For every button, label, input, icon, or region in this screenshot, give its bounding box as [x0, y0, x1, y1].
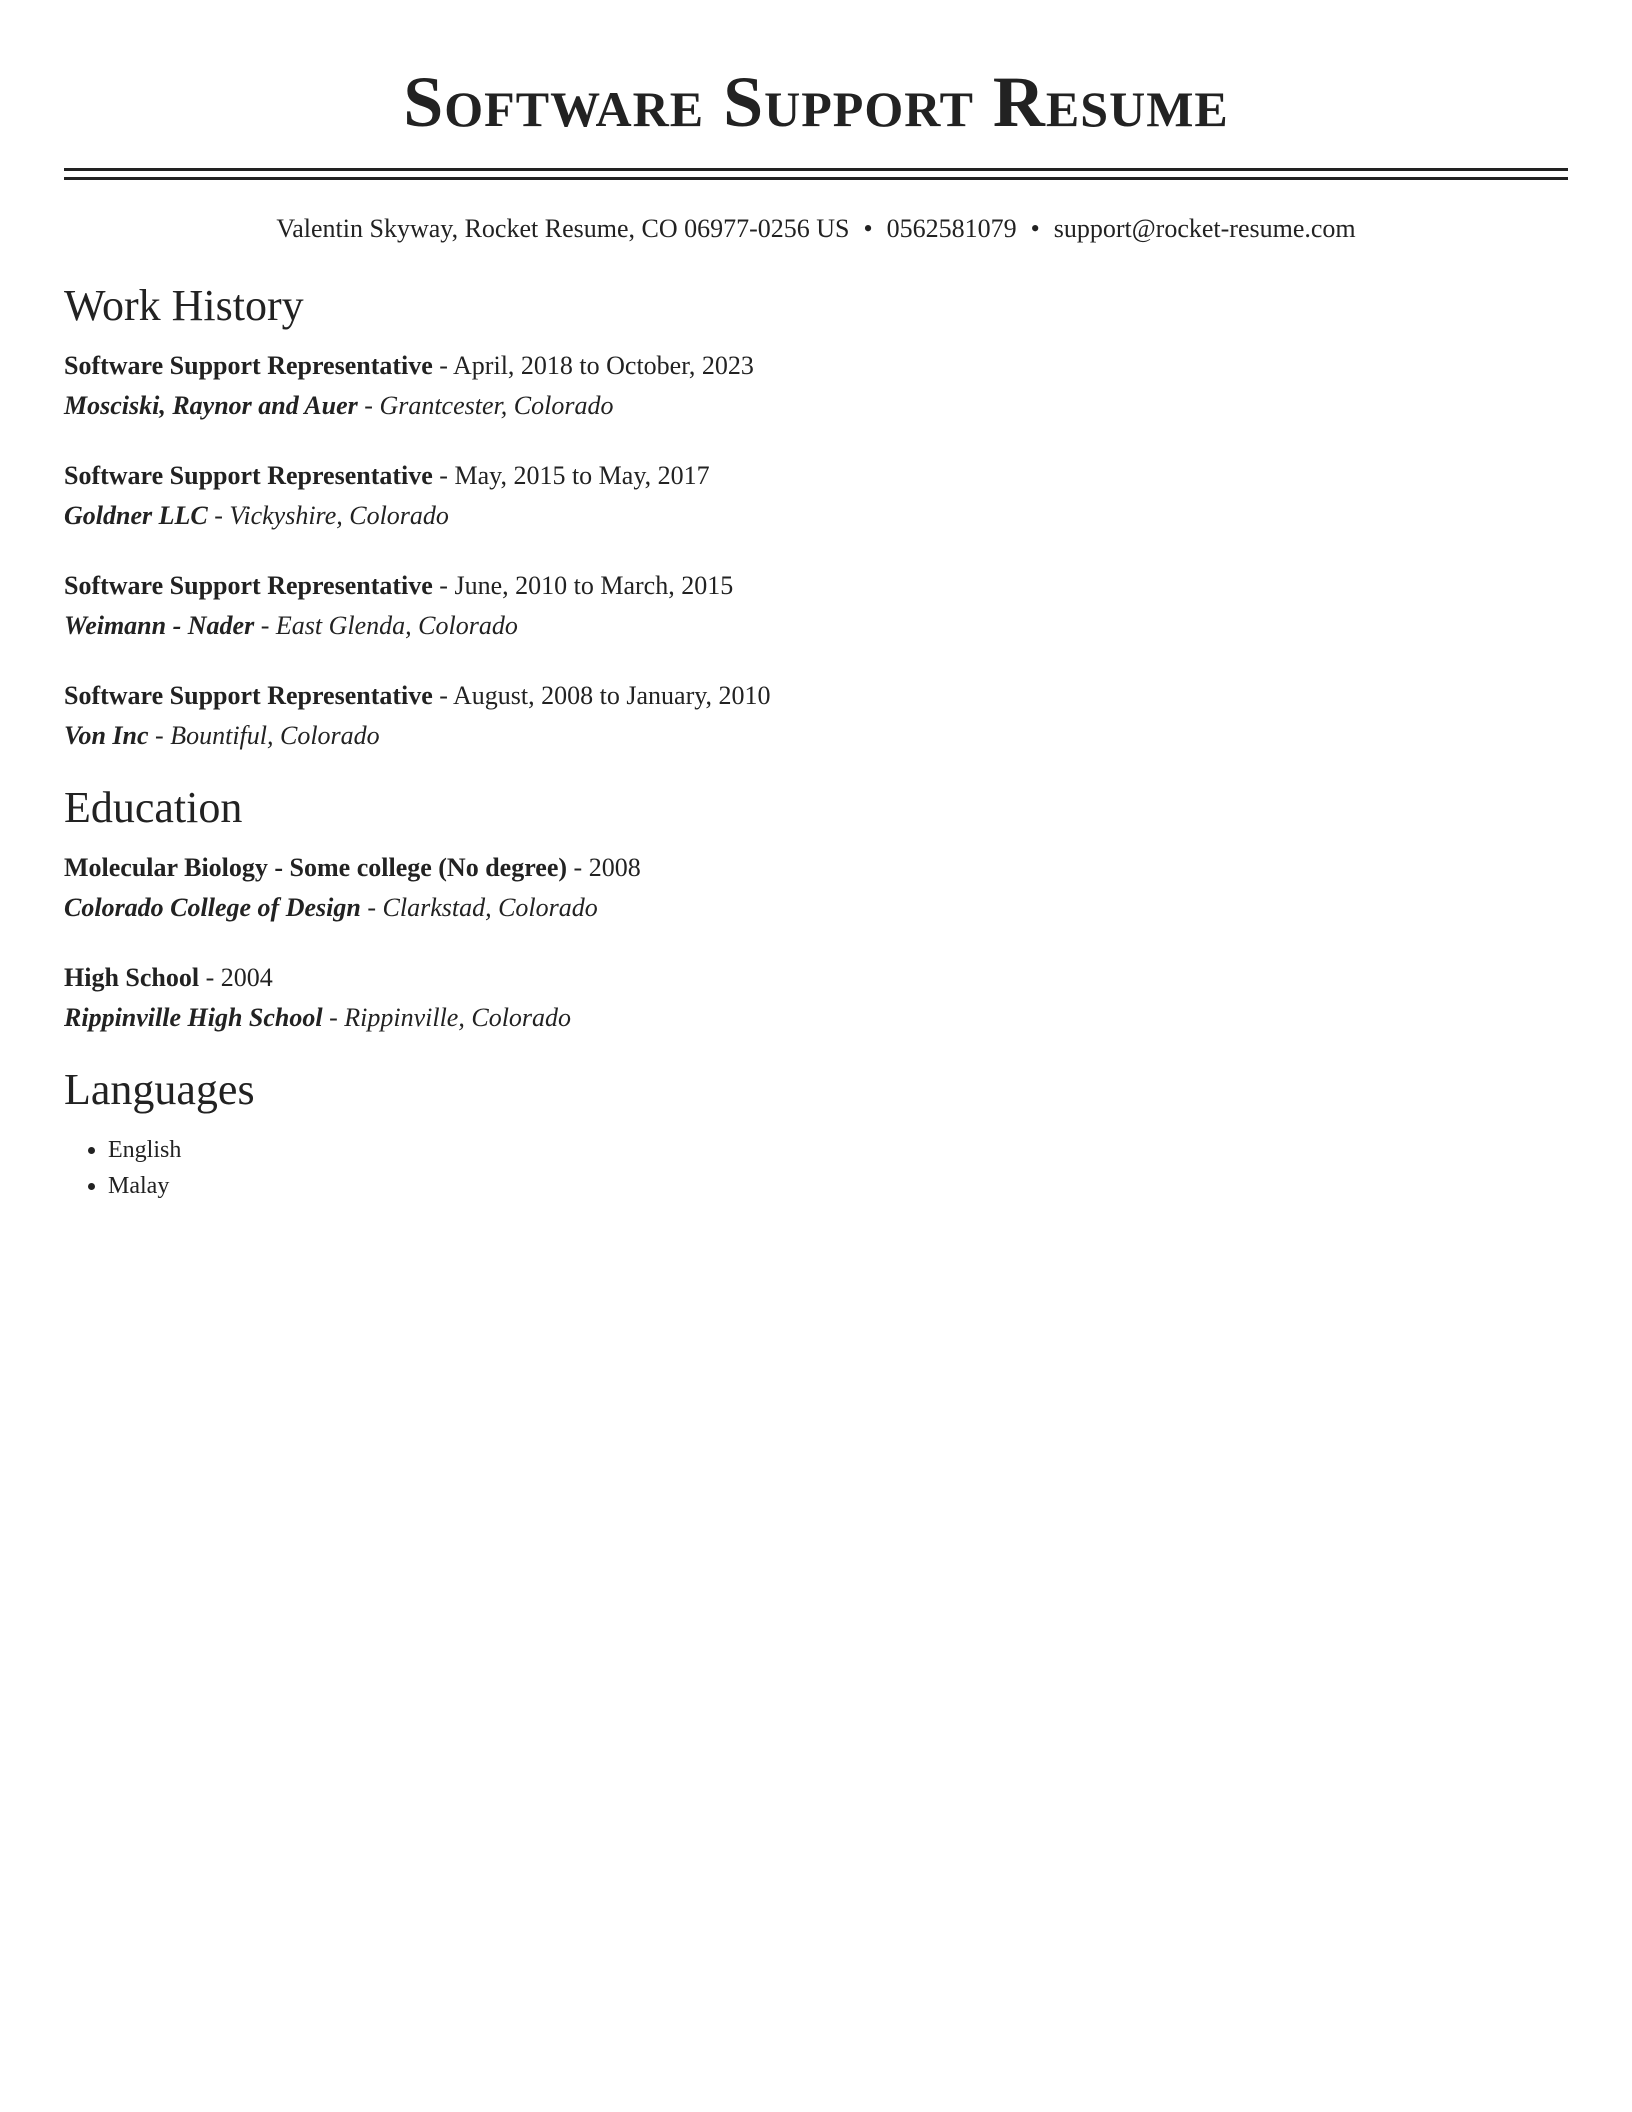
- education-heading: Education: [64, 783, 243, 832]
- language-item: • Malay: [108, 1168, 1568, 1204]
- education-school: Rippinville High School: [64, 1003, 323, 1032]
- contact-phone: 0562581079: [886, 214, 1017, 243]
- work-entry-company-line: Von Inc - Bountiful, Colorado: [64, 721, 380, 750]
- education-entry-school-line: Rippinville High School - Rippinville, Colorado: [64, 1003, 572, 1032]
- work-company: Weimann - Nader: [64, 611, 255, 640]
- contact-separator: •: [863, 214, 873, 243]
- education-year: 2004: [220, 963, 273, 992]
- work-location: Bountiful, Colorado: [170, 721, 380, 750]
- work-dates: August, 2008 to January, 2010: [453, 681, 771, 710]
- work-role: Software Support Representative: [64, 571, 433, 600]
- work-entry: [64, 676, 1568, 756]
- language-item: • English: [108, 1132, 1568, 1168]
- work-dates: April, 2018 to October, 2023: [453, 351, 754, 380]
- education-entry-title-line: High School - 2004: [64, 963, 273, 992]
- work-role: Software Support Representative: [64, 681, 433, 710]
- work-location: Vickyshire, Colorado: [229, 501, 449, 530]
- work-entry: [64, 566, 1568, 646]
- header-rule-top: [64, 168, 1568, 171]
- work-entry-title-line: Software Support Representative - April, 2018 to October, 2023: [64, 351, 754, 380]
- education-year: 2008: [588, 853, 641, 882]
- work-entry-company-line: Goldner LLC - Vickyshire, Colorado: [64, 501, 449, 530]
- work-entry-company-line: Weimann - Nader - East Glenda, Colorado: [64, 611, 518, 640]
- work-entry: [64, 346, 1568, 426]
- education-degree: Molecular Biology - Some college (No degree): [64, 853, 568, 882]
- work-dates: May, 2015 to May, 2017: [454, 461, 710, 490]
- contact-address: Valentin Skyway, Rocket Resume, CO 06977-0256 US: [276, 214, 850, 243]
- education-entry-school-line: Colorado College of Design - Clarkstad, Colorado: [64, 893, 598, 922]
- education-school: Colorado College of Design: [64, 893, 361, 922]
- languages-heading: Languages: [64, 1065, 255, 1114]
- contact-separator: •: [1030, 214, 1040, 243]
- work-entry-title-line: Software Support Representative - May, 2015 to May, 2017: [64, 461, 710, 490]
- work-role: Software Support Representative: [64, 461, 433, 490]
- work-company: Von Inc: [64, 721, 149, 750]
- work-entry: [64, 456, 1568, 536]
- education-entry: [64, 958, 1568, 1038]
- work-entry-title-line: Software Support Representative - August, 2008 to January, 2010: [64, 681, 771, 710]
- education-entry: [64, 848, 1568, 928]
- work-company: Goldner LLC: [64, 501, 208, 530]
- education-location: Rippinville, Colorado: [344, 1003, 572, 1032]
- header-double-rule: [64, 168, 1568, 180]
- education-entry-title-line: Molecular Biology - Some college (No degree) - 2008: [64, 853, 641, 882]
- education-location: Clarkstad, Colorado: [382, 893, 598, 922]
- header-rule-bottom: [64, 177, 1568, 180]
- work-location: East Glenda, Colorado: [275, 611, 518, 640]
- education-degree: High School: [64, 963, 200, 992]
- work-role: Software Support Representative: [64, 351, 433, 380]
- languages-list: [64, 1132, 1568, 1204]
- work-company: Mosciski, Raynor and Auer: [64, 391, 358, 420]
- contact-email: support@rocket-resume.com: [1053, 214, 1356, 243]
- work-location: Grantcester, Colorado: [379, 391, 614, 420]
- work-dates: June, 2010 to March, 2015: [454, 571, 734, 600]
- work-entry-title-line: Software Support Representative - June, 2010 to March, 2015: [64, 571, 734, 600]
- work-history-heading: Work History: [64, 281, 304, 330]
- resume-title: Software Support Resume: [403, 62, 1229, 142]
- contact-line: [64, 214, 1568, 244]
- work-entry-company-line: Mosciski, Raynor and Auer - Grantcester, Colorado: [64, 391, 614, 420]
